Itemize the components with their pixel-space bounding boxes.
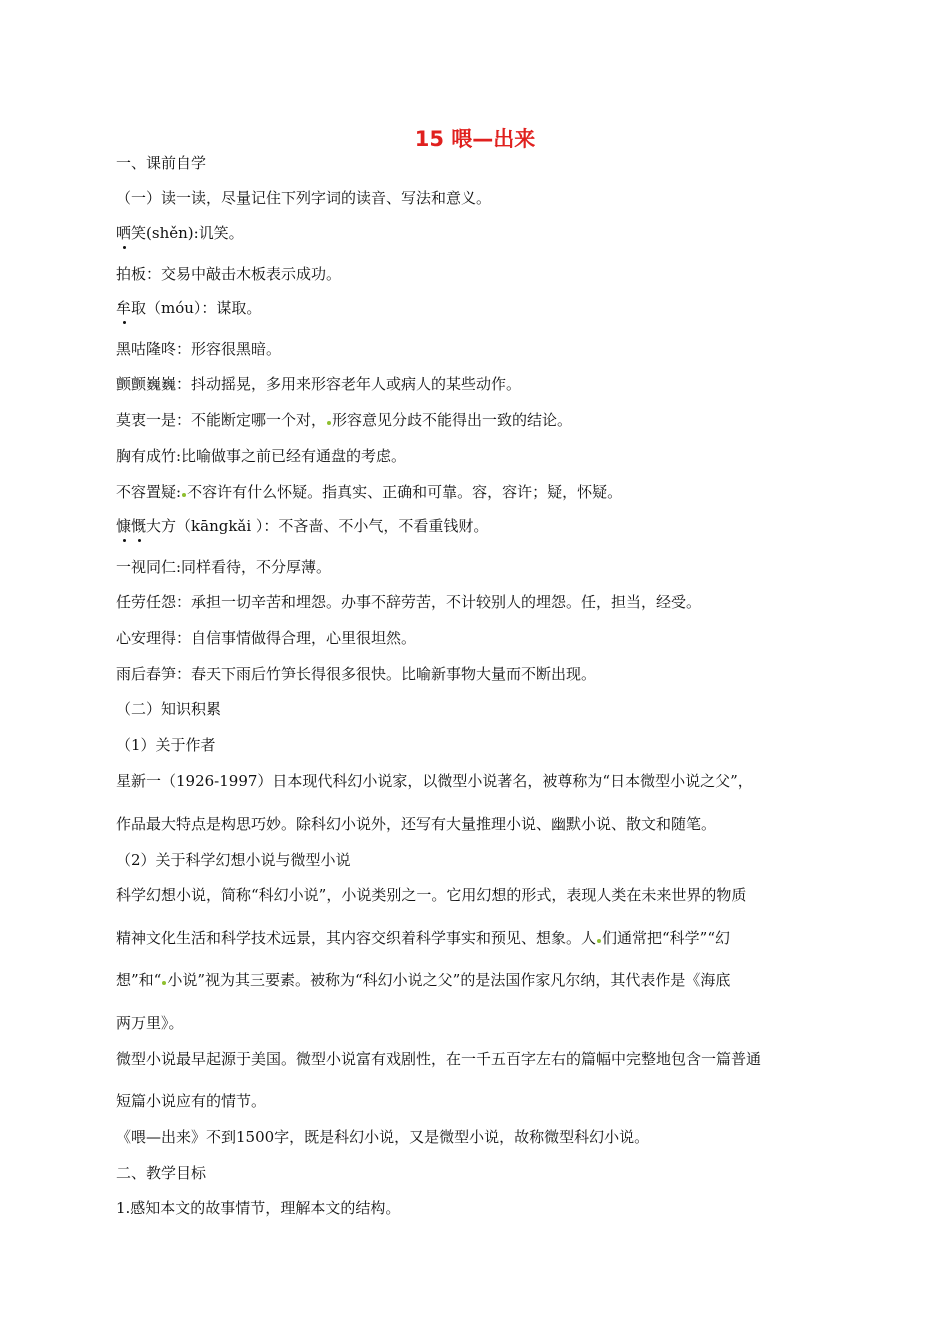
vocab-item-7: 胸有成竹:比喻做事之前已经有通盘的考虑。	[116, 447, 407, 465]
vocab-item-13: 雨后春笋：春天下雨后竹笋长得很多很快。比喻新事物大量而不断出现。	[116, 665, 597, 683]
micro-paragraph-line-2: 短篇小说应有的情节。	[116, 1092, 267, 1110]
scifi-paragraph-line-2	[116, 928, 841, 948]
vocab-term-9-rest: 大方（kāngkǎi ）：不吝啬、不小气，不看重钱财。	[146, 517, 489, 535]
vocab-term-3-rest: 取（móu）：谋取。	[131, 299, 262, 317]
vocab-term-6-b: 形容意见分歧不能得出一致的结论。	[332, 411, 573, 429]
vocab-term-8-b: 不容许有什么怀疑。指真实、正确和可靠。容，容许；疑，怀疑。	[187, 483, 623, 501]
scifi-l2-b: 们通常把“科学”“幻	[602, 929, 731, 947]
section-heading-2: 二、教学目标	[116, 1164, 207, 1182]
green-mark-icon	[182, 493, 186, 497]
vocab-term-9-c2: 慨	[131, 517, 147, 535]
scifi-paragraph-line-4: 两万里》。	[116, 1014, 184, 1032]
green-mark-icon	[597, 939, 601, 943]
topic-heading-1: （1）关于作者	[116, 736, 216, 754]
topic-heading-2: （2）关于科学幻想小说与微型小说	[116, 851, 351, 869]
vocab-item-10: 一视同仁:同样看待，不分厚薄。	[116, 558, 332, 576]
vocab-item-3	[116, 298, 841, 318]
green-mark-icon	[162, 981, 166, 985]
scifi-l3-a: 想”和“	[116, 971, 162, 989]
vocab-item-1	[116, 223, 841, 243]
vocab-item-2: 拍板：交易中敲击木板表示成功。	[116, 265, 342, 283]
vocab-term-8-a: 不容置疑:	[116, 483, 182, 501]
vocab-item-11: 任劳任怨：承担一切辛苦和埋怨。办事不辞劳苦，不计较别人的埋怨。任，担当，经受。	[116, 593, 702, 611]
vocab-term-1-first: 哂	[116, 224, 132, 242]
scifi-paragraph-line-3	[116, 970, 841, 990]
micro-paragraph-line-1: 微型小说最早起源于美国。微型小说富有戏剧性，在一千五百字左右的篇幅中完整地包含一篇普通	[116, 1050, 762, 1068]
page-title: 15 喂—出来	[414, 127, 536, 151]
author-paragraph-line-2: 作品最大特点是构思巧妙。除科幻小说外，还写有大量推理小说、幽默小说、散文和随笔。	[116, 815, 717, 833]
vocab-term-6-a: 莫衷一是：不能断定哪一个对，	[116, 411, 327, 429]
vocab-item-8	[116, 482, 841, 502]
vocab-item-12: 心安理得：自信事情做得合理，心里很坦然。	[116, 629, 417, 647]
subsection-heading-2: （二）知识积累	[116, 700, 222, 718]
vocab-term-1-rest: 笑(shěn):讥笑。	[131, 224, 244, 242]
subsection-heading-1: （一）读一读，尽量记住下列字词的读音、写法和意义。	[116, 189, 492, 207]
vocab-item-6	[116, 410, 841, 430]
vocab-item-9	[116, 516, 841, 536]
author-paragraph-line-1: 星新一（1926-1997）日本现代科幻小说家，以微型小说著名，被尊称为“日本微型小说之父”，	[116, 772, 753, 790]
vocab-term-3-first: 牟	[116, 299, 132, 317]
scifi-l3-b: 小说”视为其三要素。被称为“科幻小说之父”的是法国作家凡尔纳，其代表作是《海底	[167, 971, 731, 989]
green-mark-icon	[327, 421, 331, 425]
conclusion-line: 《喂—出来》不到1500字，既是科幻小说，又是微型小说，故称微型科幻小说。	[116, 1128, 650, 1146]
vocab-item-5: 颤颤巍巍：抖动摇晃，多用来形容老年人或病人的某些动作。	[116, 375, 522, 393]
scifi-paragraph-line-1: 科学幻想小说，简称“科幻小说”，小说类别之一。它用幻想的形式，表现人类在未来世界的物质	[116, 886, 747, 904]
section-heading-1: 一、课前自学	[116, 154, 207, 172]
vocab-item-4: 黑咕隆咚：形容很黑暗。	[116, 340, 282, 358]
scifi-l2-a: 精神文化生活和科学技术远景，其内容交织着科学事实和预见、想象。人	[116, 929, 597, 947]
goal-item-1: 1.感知本文的故事情节，理解本文的结构。	[116, 1199, 401, 1217]
vocab-term-9-c1: 慷	[116, 517, 132, 535]
